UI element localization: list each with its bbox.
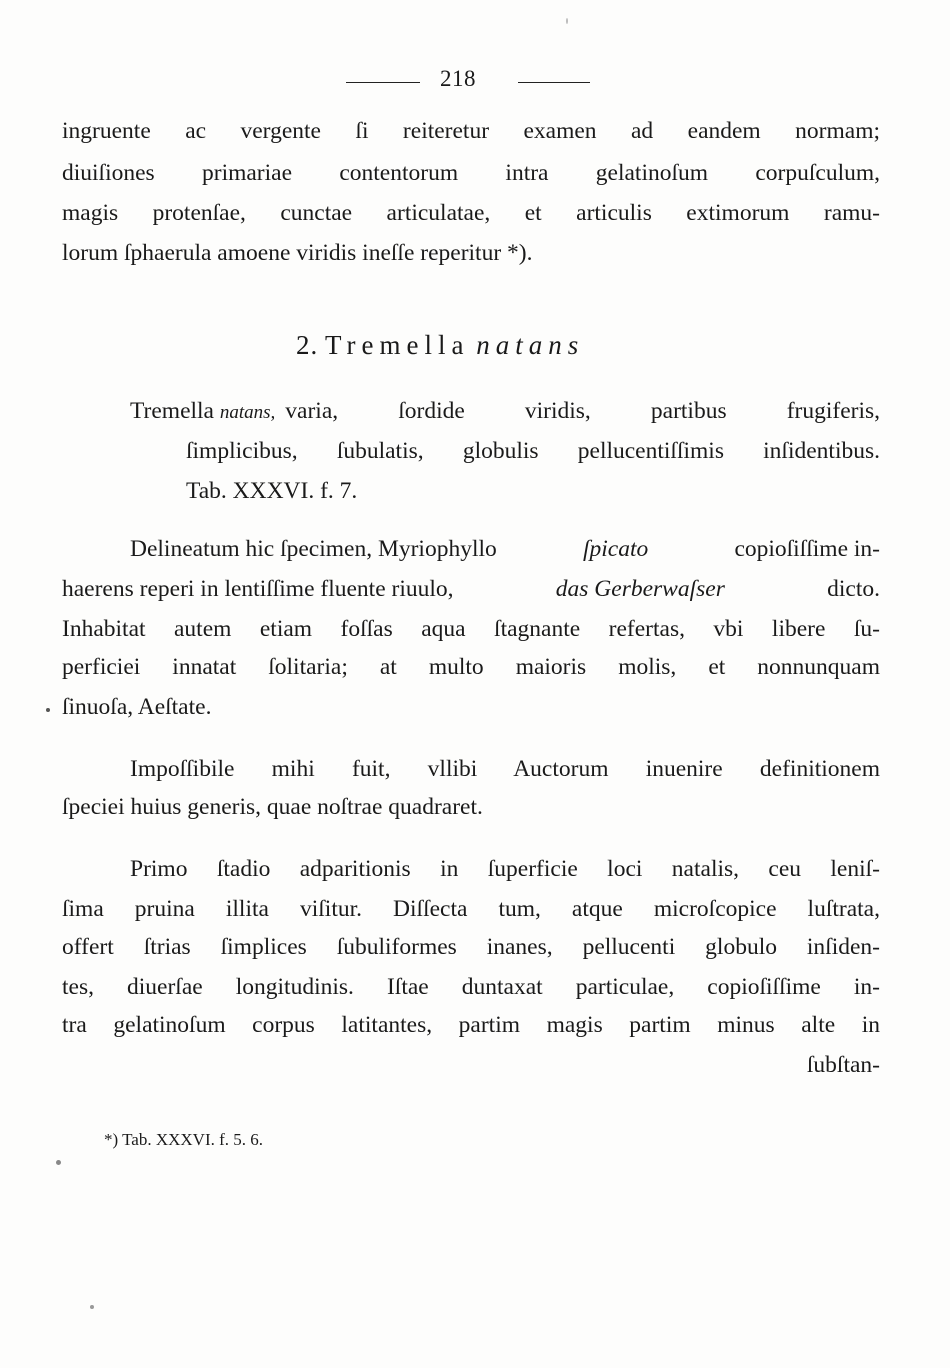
text-line	[62, 578, 880, 602]
diagnosis-epithet: natans,	[219, 402, 276, 423]
text-line: ſpeciei huius generis, quae noſtrae quadraret.	[62, 794, 483, 820]
plate-reference: Tab. XXXVI. f. 7.	[186, 478, 358, 504]
text-segment-italic: das Gerberwaſser	[555, 576, 725, 602]
section-genus: Tremella	[325, 330, 470, 360]
page-number: 218	[440, 66, 476, 91]
text-line: offert ſtrias ſimplices ſubuliformes inanes, pellucenti globulo inſiden-	[62, 934, 880, 960]
text-line: perficiei innatat ſolitaria; at multo maioris molis, et nonnunquam	[62, 654, 880, 680]
catchword: ſubſtan-	[806, 1052, 880, 1078]
text-segment: Delineatum hic ſpecimen, Myriophyllo	[130, 536, 497, 562]
diagnosis-lead	[130, 400, 275, 424]
text-line: ſimplicibus, ſubulatis, globulis pellucentiſſimis inſidentibus.	[186, 438, 880, 464]
text-line: diuiſiones primariae contentorum intra gelatinoſum corpuſculum,	[62, 160, 880, 186]
text-line	[130, 538, 880, 562]
footnote: *) Tab. XXXVI. f. 5. 6.	[104, 1130, 264, 1149]
text-line: tes, diuerſae longitudinis. Iſtae duntaxat particulae, copioſiſſime in-	[62, 974, 880, 1000]
text-line: ſima pruina illita viſitur. Diſſecta tum, atque microſcopice luſtrata,	[62, 896, 880, 922]
section-species: natans	[476, 330, 585, 360]
text-line: Primo ſtadio adparitionis in ſuperficie loci natalis, ceu leniſ-	[130, 856, 880, 882]
text-line: Impoſſibile mihi fuit, vllibi Auctorum inuenire definitionem	[130, 756, 880, 782]
page-header	[0, 62, 950, 102]
text-line: lorum ſphaerula amoene viridis ineſſe reperitur *).	[62, 240, 533, 266]
diagnosis-line-rest: varia, ſordide viridis, partibus frugiferis,	[285, 398, 880, 424]
text-line: magis protenſae, cunctae articulatae, et articulis extimorum ramu-	[62, 200, 880, 226]
text-line: tra gelatinoſum corpus latitantes, partim magis partim minus alte in	[62, 1012, 880, 1038]
text-segment: haerens reperi in lentiſſime fluente riuulo,	[62, 576, 454, 602]
text-segment: dicto.	[827, 576, 880, 602]
section-title	[296, 332, 656, 359]
diagnosis-genus: Tremella	[130, 398, 214, 424]
text-line: ingruente ac vergente ſi reiteretur examen ad eandem normam;	[62, 118, 880, 144]
paper-speck	[56, 1160, 61, 1165]
text-line: ſinuoſa, Aeſtate.	[62, 694, 212, 720]
section-number: 2.	[296, 330, 319, 360]
paper-speck	[90, 1305, 94, 1309]
header-rule-right	[518, 82, 590, 83]
text-line	[130, 400, 880, 424]
text-line: Inhabitat autem etiam foſſas aqua ſtagnante refertas, vbi libere ſu-	[62, 616, 880, 642]
text-segment-italic: ſpicato	[582, 536, 649, 562]
text-segment: copioſiſſime in-	[734, 536, 880, 562]
paper-speck	[566, 18, 568, 24]
paper-speck	[46, 708, 50, 712]
header-rule-left	[346, 82, 420, 83]
